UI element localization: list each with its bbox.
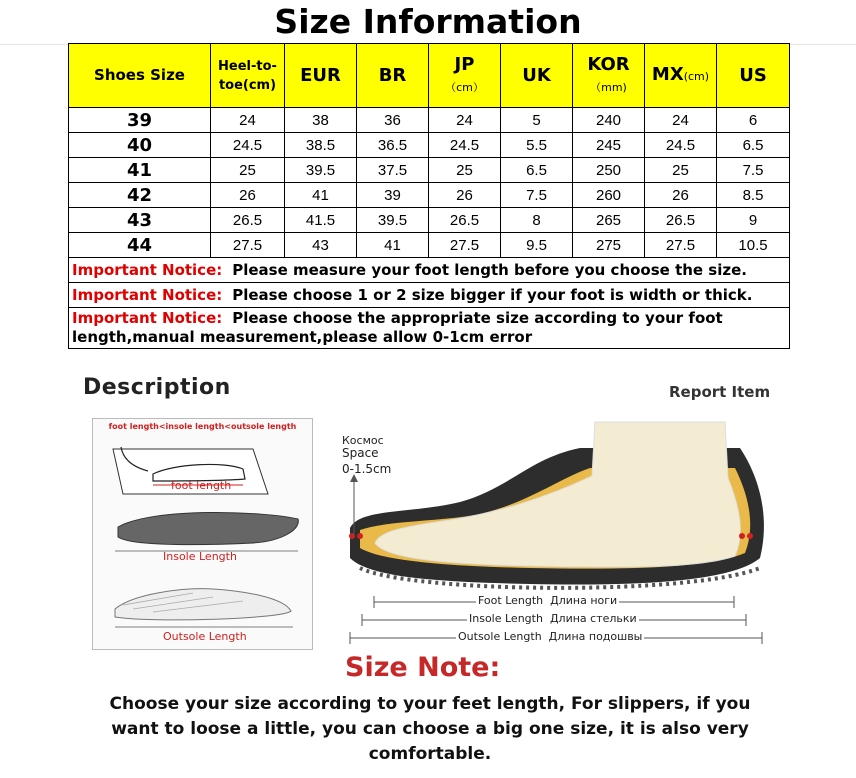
header-kor [573, 44, 645, 108]
header-mx [645, 44, 717, 108]
cell-us: 10.5 [717, 233, 790, 258]
cell-uk: 9.5 [501, 233, 573, 258]
report-item-label: Report Item [669, 383, 771, 401]
measure-ru: Длина ноги [550, 594, 618, 607]
header-eur: EUR [285, 44, 357, 108]
header-heel-to-toe [211, 44, 285, 108]
notice-label: Important Notice: [72, 285, 223, 304]
cell-jp: 24 [429, 108, 501, 133]
notice-row [69, 308, 790, 349]
cell-heel: 27.5 [211, 233, 285, 258]
header-br: BR [357, 44, 429, 108]
cell-uk: 7.5 [501, 183, 573, 208]
insole-length-label: Insole Length [163, 550, 237, 563]
notice-row [69, 258, 790, 283]
insole-length-measure [467, 612, 639, 625]
cell-size: 44 [69, 233, 211, 258]
cell-kor: 265 [573, 208, 645, 233]
header-shoes-size: Shoes Size [69, 44, 211, 108]
header-jp-line1: JP [454, 53, 475, 75]
header-mx-main: MX [651, 64, 684, 85]
page-title: Size Information [274, 2, 582, 41]
cell-mx: 26 [645, 183, 717, 208]
outsole-length-label: Outsole Length [163, 630, 247, 643]
cell-kor: 275 [573, 233, 645, 258]
header-jp-line2: （cm） [445, 80, 484, 94]
outsole-length-measure [456, 630, 644, 643]
cell-us: 7.5 [717, 158, 790, 183]
header-us: US [717, 44, 790, 108]
header-mx-unit: (cm) [683, 70, 710, 83]
cell-us: 6.5 [717, 133, 790, 158]
cell-heel: 26.5 [211, 208, 285, 233]
cell-br: 39 [357, 183, 429, 208]
cell-jp: 24.5 [429, 133, 501, 158]
cell-uk: 5 [501, 108, 573, 133]
cell-heel: 24 [211, 108, 285, 133]
cell-uk: 5.5 [501, 133, 573, 158]
space-value: 0-1.5cm [342, 462, 392, 476]
notice-label: Important Notice: [72, 260, 223, 279]
cell-mx: 26.5 [645, 208, 717, 233]
cell-size: 40 [69, 133, 211, 158]
size-note-heading: Size Note: [345, 652, 501, 683]
cell-eur: 43 [285, 233, 357, 258]
notice-cell [69, 283, 790, 308]
notice-cell [69, 258, 790, 283]
table-row [69, 233, 790, 258]
cell-br: 36.5 [357, 133, 429, 158]
cell-jp: 27.5 [429, 233, 501, 258]
cell-br: 39.5 [357, 208, 429, 233]
cell-eur: 38 [285, 108, 357, 133]
cell-uk: 6.5 [501, 158, 573, 183]
cell-mx: 24.5 [645, 133, 717, 158]
notice-row [69, 283, 790, 308]
cell-mx: 24 [645, 108, 717, 133]
cell-kor: 245 [573, 133, 645, 158]
header-heel-line1: Heel-to- [218, 58, 277, 74]
measure-ru: Длина подошвы [548, 630, 643, 643]
cell-heel: 26 [211, 183, 285, 208]
header-kor-line2: （mm) [590, 80, 627, 94]
measure-en: Outsole Length [458, 630, 542, 643]
cell-br: 37.5 [357, 158, 429, 183]
cell-size: 39 [69, 108, 211, 133]
cell-us: 6 [717, 108, 790, 133]
cell-size: 42 [69, 183, 211, 208]
measure-ru: Длина стельки [549, 612, 637, 625]
space-label-ru: Космос [342, 434, 384, 447]
cell-kor: 250 [573, 158, 645, 183]
cell-heel: 24.5 [211, 133, 285, 158]
notice-text: Please choose the appropriate size according to your foot length,manual measurement,please allow 0-1cm error [72, 309, 723, 346]
cell-kor: 240 [573, 108, 645, 133]
cell-eur: 41 [285, 183, 357, 208]
measurement-illustration-panel [92, 418, 313, 650]
foot-length-measure [476, 594, 619, 607]
cell-eur: 38.5 [285, 133, 357, 158]
notice-label: Important Notice: [72, 309, 223, 327]
table-row [69, 108, 790, 133]
cell-mx: 27.5 [645, 233, 717, 258]
cell-us: 8.5 [717, 183, 790, 208]
measure-en: Foot Length [478, 594, 544, 607]
cell-mx: 25 [645, 158, 717, 183]
header-heel-line2: toe(cm) [218, 77, 277, 93]
cell-size: 43 [69, 208, 211, 233]
cell-jp: 25 [429, 158, 501, 183]
foot-shoe-illustration [93, 419, 312, 649]
header-uk: UK [501, 44, 573, 108]
table-row [69, 158, 790, 183]
foot-length-label: foot length [171, 479, 232, 492]
header-kor-line1: KOR [587, 53, 630, 75]
notice-cell [69, 308, 790, 349]
cell-size: 41 [69, 158, 211, 183]
measure-en: Insole Length [469, 612, 543, 625]
table-row [69, 183, 790, 208]
cell-br: 36 [357, 108, 429, 133]
size-table [68, 43, 790, 349]
table-header-row [69, 44, 790, 108]
table-row [69, 208, 790, 233]
description-heading: Description [83, 375, 231, 400]
cell-us: 9 [717, 208, 790, 233]
table-row [69, 133, 790, 158]
space-label-en: Space [342, 446, 379, 460]
cell-eur: 41.5 [285, 208, 357, 233]
notice-text: Please measure your foot length before you choose the size. [232, 260, 747, 279]
size-note-text: Choose your size according to your feet length, For slippers, if you want to loose a little, you can choose a big one size, it is also very comfortable. [109, 694, 751, 764]
cell-jp: 26 [429, 183, 501, 208]
header-jp [429, 44, 501, 108]
cell-heel: 25 [211, 158, 285, 183]
panel-caption: foot length<insole length<outsole length [108, 422, 297, 431]
cell-br: 41 [357, 233, 429, 258]
notice-text: Please choose 1 or 2 size bigger if your foot is width or thick. [232, 285, 753, 304]
cell-eur: 39.5 [285, 158, 357, 183]
cell-jp: 26.5 [429, 208, 501, 233]
cell-kor: 260 [573, 183, 645, 208]
cell-uk: 8 [501, 208, 573, 233]
